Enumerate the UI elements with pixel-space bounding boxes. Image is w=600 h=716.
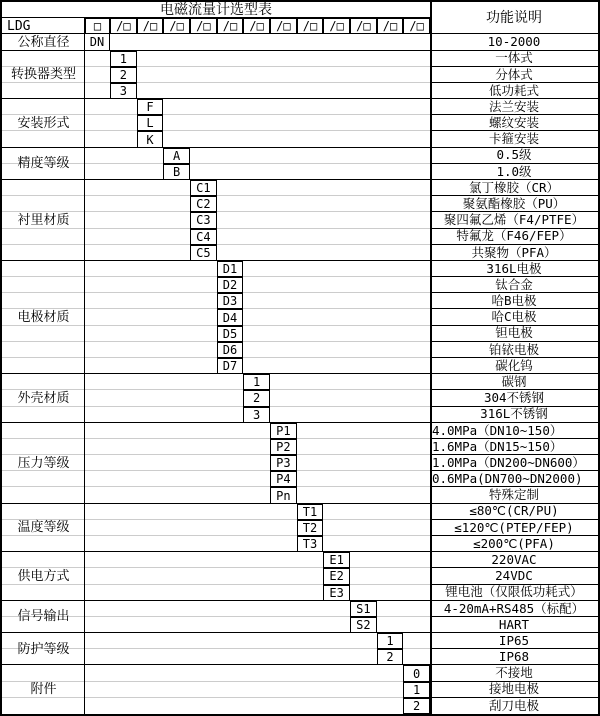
code-slot: /□ — [377, 18, 404, 34]
code-cell: D6 — [217, 342, 244, 358]
desc-cell: 特氟龙（F46/FEP） — [456, 228, 572, 244]
desc-cell: 碳化钨 — [495, 357, 533, 373]
code-slot: /□ — [350, 18, 377, 34]
code-cell: C5 — [190, 245, 217, 261]
code-cell: K — [137, 131, 164, 147]
desc-cell: 分体式 — [495, 66, 533, 82]
code-cell: C4 — [190, 229, 217, 245]
code-cell: P3 — [270, 455, 297, 471]
group-label: 公称直径 — [17, 34, 70, 50]
code-slot: /□ — [270, 18, 297, 34]
desc-cell: 钛合金 — [495, 277, 533, 292]
code-cell: F — [137, 99, 164, 115]
desc-cell: 刮刀电极 — [488, 697, 539, 713]
code-slot: /□ — [190, 18, 217, 34]
group-label: 压力等级 — [17, 455, 70, 471]
code-cell: A — [163, 148, 190, 164]
code-slot: /□ — [243, 18, 270, 34]
code-cell: Pn — [270, 487, 297, 503]
code-slot: /□ — [323, 18, 350, 34]
group-label: 衬里材质 — [17, 212, 70, 228]
code-cell: 3 — [110, 83, 137, 99]
desc-cell: 钽电极 — [495, 325, 533, 341]
desc-cell: 聚氨酯橡胶（PU） — [462, 196, 566, 212]
code-cell: C1 — [190, 180, 217, 196]
code-cell: 1 — [403, 682, 430, 698]
desc-cell: 10-2000 — [487, 34, 541, 50]
desc-cell: 螺纹安装 — [488, 115, 539, 131]
group-label: 精度等级 — [17, 156, 70, 172]
code-cell: D1 — [217, 261, 244, 277]
desc-cell: 220VAC — [491, 552, 537, 568]
code-cell: 2 — [110, 67, 137, 83]
group-label: 转换器类型 — [10, 67, 76, 83]
code-cell: D4 — [217, 309, 244, 325]
code-cell: E1 — [323, 552, 350, 568]
desc-cell: ≤80℃(CR/PU) — [469, 503, 559, 519]
desc-cell: 锂电池（仅限低功耗式） — [445, 584, 583, 600]
code-cell: C3 — [190, 212, 217, 228]
code-cell: S1 — [350, 601, 377, 617]
code-cell: P2 — [270, 439, 297, 455]
code-cell: B — [163, 164, 190, 180]
code-cell: C2 — [190, 196, 217, 212]
code-cell: 1 — [110, 51, 137, 67]
code-cell: D2 — [217, 277, 244, 293]
group-label: 附件 — [30, 682, 57, 698]
desc-cell: HART — [498, 616, 530, 632]
desc-cell: 法兰安装 — [488, 99, 539, 114]
desc-cell: 氯丁橡胶（CR） — [468, 179, 560, 195]
desc-cell: 24VDC — [495, 568, 533, 584]
code-cell: 2 — [377, 649, 404, 665]
desc-cell: 304不锈钢 — [483, 390, 545, 406]
code-cell: E3 — [323, 585, 350, 601]
code-cell: D3 — [217, 293, 244, 309]
group-label: 供电方式 — [17, 568, 70, 584]
desc-cell: IP65 — [498, 633, 530, 648]
desc-cell: 碳钢 — [501, 374, 527, 390]
code-cell: T2 — [297, 520, 324, 536]
group-label: 外壳材质 — [17, 390, 70, 406]
code-cell: 1 — [243, 374, 270, 390]
code-box: □ — [85, 18, 110, 34]
code-cell: L — [137, 115, 164, 131]
desc-cell: 0.5级 — [496, 147, 532, 163]
function-column-header: 功能说明 — [485, 10, 542, 27]
code-cell: S2 — [350, 617, 377, 633]
desc-cell: 铂铱电极 — [488, 341, 539, 357]
code-cell: 0 — [403, 665, 430, 681]
desc-cell: ≤120℃(PTEP/FEP) — [454, 519, 574, 535]
desc-cell: 卡箍安装 — [488, 131, 539, 147]
code-cell: DN — [85, 34, 110, 50]
desc-cell: ≤200℃(PFA) — [473, 535, 555, 551]
desc-cell: 4-20mA+RS485（标配） — [443, 600, 585, 616]
code-slot: /□ — [110, 18, 137, 34]
code-cell: D7 — [217, 358, 244, 374]
desc-cell: 不接地 — [495, 665, 533, 681]
group-label: 安装形式 — [17, 115, 70, 131]
code-cell: 2 — [403, 698, 430, 714]
desc-cell: 特殊定制 — [488, 487, 539, 503]
code-cell: T3 — [297, 536, 324, 552]
code-cell: 2 — [243, 390, 270, 406]
desc-cell: 哈B电极 — [491, 293, 537, 309]
desc-cell: 共聚物（PFA） — [471, 244, 557, 260]
desc-cell: 哈C电极 — [491, 309, 537, 325]
desc-cell: 1.6MPa（DN15~150） — [431, 438, 563, 454]
code-cell: P1 — [270, 423, 297, 439]
code-cell: 1 — [377, 633, 404, 649]
group-label: 温度等级 — [17, 520, 70, 536]
code-cell: T1 — [297, 504, 324, 520]
desc-cell: 316L不锈钢 — [480, 406, 548, 422]
desc-cell: 1.0级 — [496, 163, 532, 179]
code-slot: /□ — [217, 18, 244, 34]
desc-cell: 1.0MPa（DN200~DN600） — [431, 455, 585, 470]
desc-cell: IP68 — [498, 649, 530, 665]
code-cell: D5 — [217, 326, 244, 342]
code-cell: E2 — [323, 568, 350, 584]
desc-cell: 0.6MPa(DN700~DN2000) — [431, 471, 583, 487]
desc-cell: 低功耗式 — [488, 82, 539, 98]
desc-cell: 一体式 — [495, 50, 533, 66]
code-slot: /□ — [297, 18, 324, 34]
code-cell: P4 — [270, 471, 297, 487]
group-label: 防护等级 — [17, 641, 70, 657]
page-title: 电磁流量计选型表 — [159, 2, 272, 19]
desc-cell: 接地电极 — [488, 681, 539, 697]
code-slot: /□ — [403, 18, 430, 34]
desc-cell: 聚四氟乙烯（F4/PTFE） — [443, 212, 585, 228]
code-slot: /□ — [137, 18, 164, 34]
code-cell: 3 — [243, 407, 270, 423]
code-slot: /□ — [163, 18, 190, 34]
desc-cell: 4.0MPa（DN10~150） — [431, 422, 563, 438]
model-prefix: LDG — [7, 18, 31, 34]
group-label: 信号输出 — [17, 609, 70, 625]
desc-cell: 316L电极 — [486, 260, 542, 276]
group-label: 电极材质 — [17, 310, 70, 326]
